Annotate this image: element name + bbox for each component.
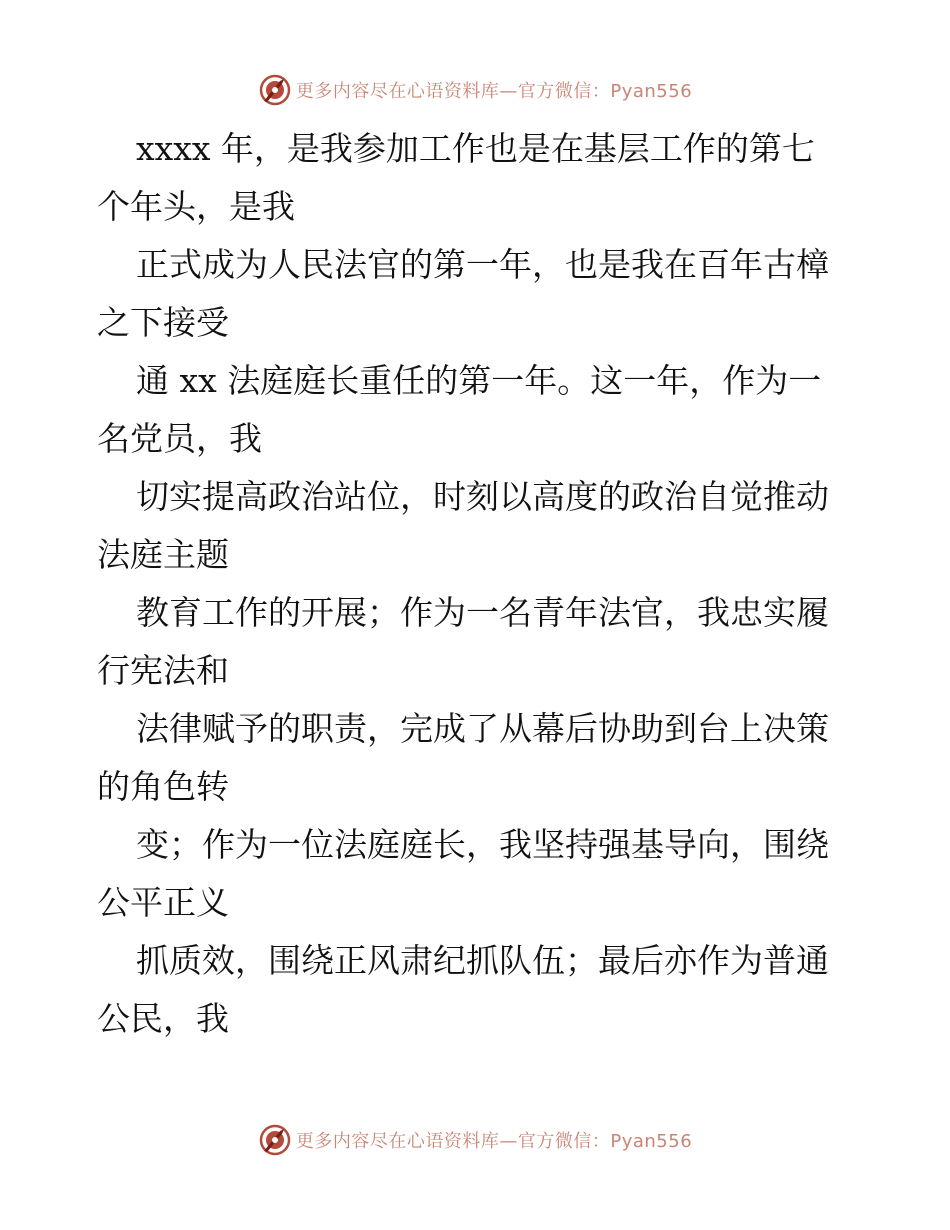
paragraph-line: 名党员，我	[97, 419, 262, 458]
paragraph-line: 抓质效，围绕正风肃纪抓队伍；最后亦作为普通	[136, 941, 829, 980]
paragraph-line: 教育工作的开展；作为一名青年法官，我忠实履	[136, 593, 829, 632]
paragraph-line: 法律赋予的职责，完成了从幕后协助到台上决策	[136, 709, 829, 748]
paragraph-line: 正式成为人民法官的第一年，也是我在百年古樟	[136, 245, 829, 284]
footer-banner-text: 更多内容尽在心语资料库—官方微信：Pyan556	[295, 1131, 693, 1152]
header-banner	[0, 70, 950, 110]
footer-banner	[0, 1120, 950, 1160]
paragraph-line: 的角色转	[97, 767, 229, 806]
paragraph-line: 公民，我	[97, 999, 229, 1038]
paragraph-line: 之下接受	[97, 303, 229, 342]
paragraph-line: 变；作为一位法庭庭长，我坚持强基导向，围绕	[136, 825, 829, 864]
paragraph-line: 公平正义	[97, 883, 229, 922]
paragraph-line: xxxx 年，是我参加工作也是在基层工作的第七	[136, 129, 815, 168]
paragraph-line: 切实提高政治站位，时刻以高度的政治自觉推动	[136, 477, 829, 516]
paragraph-line: 行宪法和	[97, 651, 229, 690]
paragraph-line: 个年头，是我	[97, 187, 295, 226]
paragraph-line: 法庭主题	[97, 535, 229, 574]
quill-pen-logo-icon	[258, 73, 292, 107]
document-body	[97, 120, 857, 1048]
header-banner-text: 更多内容尽在心语资料库—官方微信：Pyan556	[295, 81, 693, 102]
quill-pen-logo-icon	[258, 1123, 292, 1157]
paragraph-line: 通 xx 法庭庭长重任的第一年。这一年，作为一	[136, 361, 822, 400]
